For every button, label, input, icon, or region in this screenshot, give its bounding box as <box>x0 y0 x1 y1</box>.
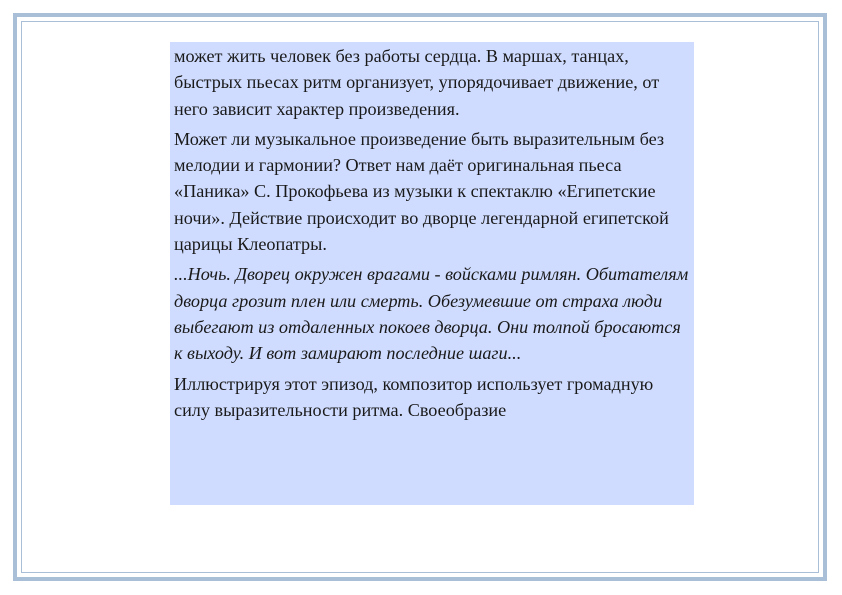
text-block <box>170 42 694 505</box>
paragraph-illustration: Иллюстрируя этот эпизод, композитор использует громадную силу выразительности ритма. Своеобразие <box>174 373 654 420</box>
paragraph-night-scene: ...Ночь. Дворец окружен врагами - войсками римлян. Обитателям дворца грозит плен или смерть. Обезумевшие от страха люди выбегают из отдаленных покоев дворца. Они толпой бросаются к выходу. И вот замирают последние шаги... <box>174 264 689 364</box>
paragraph-rhythm: может жить человек без работы сердца. В маршах, танцах, быстрых пьесах ритм организует, упорядочивает движение, от него зависит характер произведения. <box>174 46 660 119</box>
paragraph-question: Может ли музыкальное произведение быть выразительным без мелодии и гармонии? Ответ нам даёт оригинальная пьеса «Паника» С. Прокофьева из музыки к спектаклю «Египетские ночи». Действие происходит во дворце легендарной египетской царицы Клеопатры. <box>174 128 669 255</box>
